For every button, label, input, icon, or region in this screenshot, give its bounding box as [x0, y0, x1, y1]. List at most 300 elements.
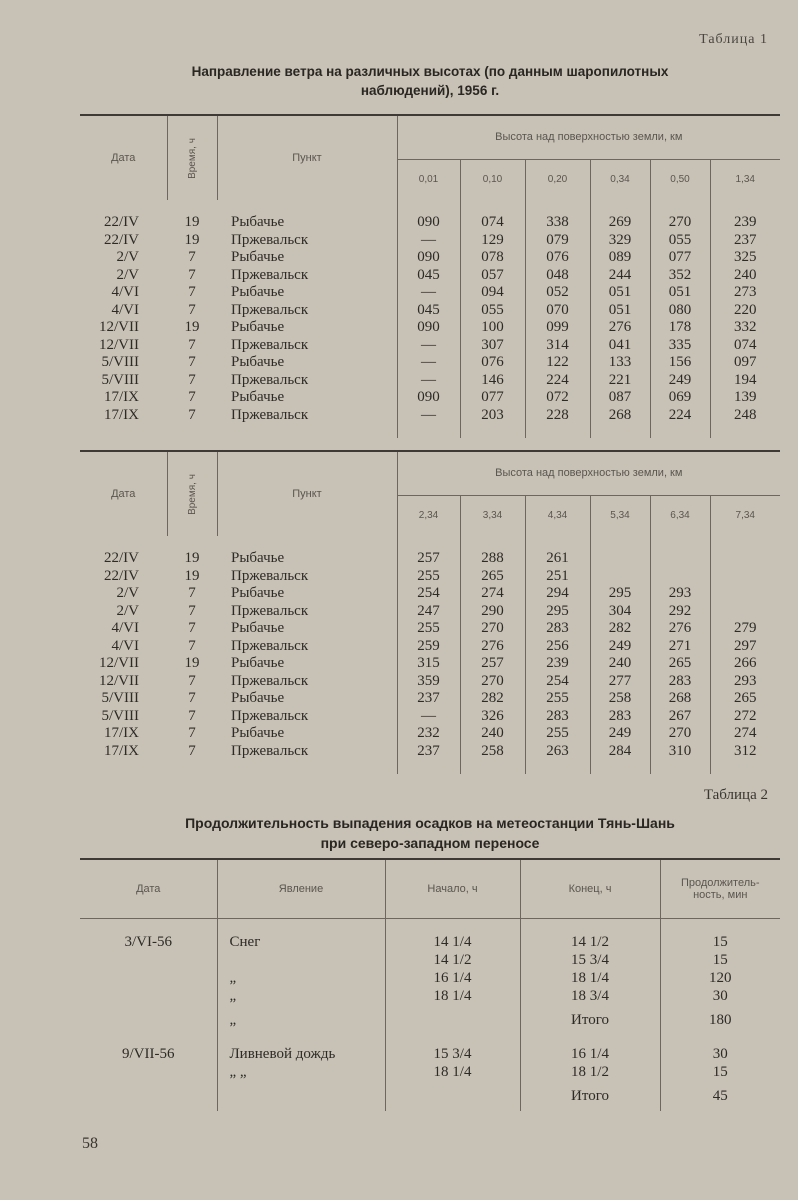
value-cell: 283 [525, 708, 590, 726]
value-cell: 259 [397, 638, 460, 656]
spacer-cell [460, 424, 525, 438]
table-row [80, 725, 780, 743]
spacer-cell [397, 200, 460, 214]
event-cell: Снег [217, 933, 385, 951]
table1-part1 [80, 114, 780, 438]
duration-cell: 180 [660, 1005, 780, 1035]
value-cell: 048 [525, 267, 590, 285]
value-cell: 237 [397, 743, 460, 761]
value-cell: 057 [460, 267, 525, 285]
value-cell: 310 [650, 743, 710, 761]
value-cell: 055 [650, 232, 710, 250]
height-cell: 4,34 [525, 495, 590, 536]
t2-col-event-header: Явление [217, 859, 385, 919]
value-cell: 240 [710, 267, 780, 285]
place-cell: Пржевальск [231, 336, 309, 353]
place-cell: Рыбачье [231, 725, 285, 741]
value-cell: 072 [525, 389, 590, 407]
date-cell: 22/IV [104, 214, 139, 230]
value-cell: 294 [525, 585, 590, 603]
table1-part2-body [80, 536, 780, 774]
event-cell: „ [217, 969, 385, 987]
value-cell: 239 [710, 214, 780, 232]
time-cell: 7 [188, 336, 196, 353]
table-row [80, 267, 780, 285]
table-row [80, 319, 780, 337]
spacer-cell [710, 536, 780, 550]
value-cell: 326 [460, 708, 525, 726]
spacer-cell [710, 200, 780, 214]
event-cell: „ [217, 987, 385, 1005]
value-cell: 265 [650, 655, 710, 673]
height-cell: 3,34 [460, 495, 525, 536]
height-cell: 7,34 [710, 495, 780, 536]
table-row [80, 1005, 780, 1035]
table-row [80, 354, 780, 372]
time-cell: 7 [188, 690, 196, 706]
value-cell: 099 [525, 319, 590, 337]
value-cell: 270 [460, 673, 525, 691]
date-cell: 12/VII [99, 672, 139, 689]
table-row [80, 568, 780, 586]
duration-cell: 45 [660, 1081, 780, 1111]
spacer-cell [710, 760, 780, 774]
time-cell: 7 [188, 266, 196, 283]
value-cell: 239 [525, 655, 590, 673]
time-cell: 7 [188, 284, 196, 300]
value-cell: 228 [525, 407, 590, 425]
col-time-label: Время, ч [186, 474, 198, 515]
place-cell: Пржевальск [231, 301, 309, 318]
value-cell: 283 [590, 708, 650, 726]
end-cell: 14 1/2 [520, 933, 660, 951]
value-cell [590, 550, 650, 568]
value-cell: — [397, 232, 460, 250]
value-cell: 304 [590, 603, 650, 621]
value-cell: 272 [710, 708, 780, 726]
date-cell: 4/VI [111, 301, 139, 318]
value-cell: 051 [590, 284, 650, 302]
value-cell: 139 [710, 389, 780, 407]
value-cell: 267 [650, 708, 710, 726]
spacer-cell [650, 200, 710, 214]
time-cell: 7 [188, 672, 196, 689]
start-cell: 16 1/4 [385, 969, 520, 987]
end-cell: Итого [520, 1005, 660, 1035]
table-row [80, 690, 780, 708]
value-cell: 288 [460, 550, 525, 568]
value-cell: 069 [650, 389, 710, 407]
t2-col-start-header: Начало, ч [385, 859, 520, 919]
place-cell: Пржевальск [231, 672, 309, 689]
date-cell [80, 1005, 217, 1035]
table1-label: Таблица 1 [699, 32, 768, 47]
spacer-cell [520, 919, 660, 934]
time-cell: 19 [184, 319, 200, 335]
time-cell: 7 [188, 620, 196, 636]
table-row [80, 708, 780, 726]
value-cell: 258 [460, 743, 525, 761]
time-cell: 7 [188, 354, 196, 370]
value-cell: 178 [650, 319, 710, 337]
value-cell: 100 [460, 319, 525, 337]
value-cell: — [397, 708, 460, 726]
value-cell: 283 [650, 673, 710, 691]
value-cell: 265 [460, 568, 525, 586]
value-cell: 079 [525, 232, 590, 250]
spacer-row [80, 200, 780, 214]
time-cell: 7 [188, 301, 196, 318]
table-row [80, 1035, 780, 1063]
value-cell: 087 [590, 389, 650, 407]
date-cell: 5/VIII [101, 371, 139, 388]
table1-title-line1: Направление ветра на различных высотах (по данным шаропилотных [191, 64, 669, 79]
value-cell: 268 [650, 690, 710, 708]
value-cell: 224 [650, 407, 710, 425]
duration-cell: 30 [660, 987, 780, 1005]
value-cell: 249 [590, 725, 650, 743]
date-cell: 2/V [116, 602, 139, 619]
value-cell: 314 [525, 337, 590, 355]
spacer-cell [460, 536, 525, 550]
table-row [80, 284, 780, 302]
date-cell: 4/VI [111, 637, 139, 654]
date-cell [80, 951, 217, 969]
value-cell: 254 [397, 585, 460, 603]
value-cell: — [397, 337, 460, 355]
value-cell: 220 [710, 302, 780, 320]
spacer-cell [80, 760, 397, 774]
duration-cell: 15 [660, 1063, 780, 1081]
value-cell: 249 [590, 638, 650, 656]
value-cell: 248 [710, 407, 780, 425]
value-cell: 283 [525, 620, 590, 638]
value-cell: 269 [590, 214, 650, 232]
date-cell: 2/V [116, 585, 139, 601]
place-cell: Пржевальск [231, 707, 309, 724]
value-cell: — [397, 407, 460, 425]
value-cell: 089 [590, 249, 650, 267]
spacer-cell [650, 760, 710, 774]
value-cell: 295 [590, 585, 650, 603]
value-cell: 249 [650, 372, 710, 390]
time-cell: 7 [188, 249, 196, 265]
value-cell: 194 [710, 372, 780, 390]
value-cell: 307 [460, 337, 525, 355]
time-cell: 7 [188, 585, 196, 601]
date-cell: 5/VIII [101, 690, 139, 706]
value-cell: 074 [710, 337, 780, 355]
place-cell: Пржевальск [231, 602, 309, 619]
time-cell: 19 [184, 214, 200, 230]
spacer-row [80, 760, 780, 774]
value-cell: 097 [710, 354, 780, 372]
place-cell: Рыбачье [231, 354, 285, 370]
value-cell: 282 [590, 620, 650, 638]
value-cell: 277 [590, 673, 650, 691]
spacer-cell [590, 536, 650, 550]
value-cell: 232 [397, 725, 460, 743]
value-cell: 240 [460, 725, 525, 743]
spacer-cell [80, 424, 397, 438]
table2-body [80, 919, 780, 1112]
col-height-header: Высота над поверхностью земли, км [397, 451, 780, 495]
value-cell: 240 [590, 655, 650, 673]
date-cell: 4/VI [111, 284, 139, 300]
place-cell: Рыбачье [231, 655, 285, 671]
value-cell: 255 [397, 620, 460, 638]
end-cell: 15 3/4 [520, 951, 660, 969]
table-row [80, 1081, 780, 1111]
place-cell: Рыбачье [231, 284, 285, 300]
table-row [80, 302, 780, 320]
value-cell: 237 [397, 690, 460, 708]
value-cell: 335 [650, 337, 710, 355]
spacer-cell [660, 919, 780, 934]
table1-part1-body [80, 200, 780, 438]
value-cell: 261 [525, 550, 590, 568]
date-cell: 2/V [116, 266, 139, 283]
date-cell [80, 969, 217, 987]
spacer-cell [80, 536, 397, 550]
value-cell: 255 [525, 725, 590, 743]
duration-cell: 15 [660, 933, 780, 951]
value-cell: 273 [710, 284, 780, 302]
value-cell: 274 [710, 725, 780, 743]
value-cell [650, 550, 710, 568]
value-cell: 312 [710, 743, 780, 761]
col-place-header: Пункт [217, 115, 397, 200]
height-cell: 0,34 [590, 159, 650, 200]
value-cell: 247 [397, 603, 460, 621]
start-cell: 14 1/2 [385, 951, 520, 969]
date-cell: 22/IV [104, 567, 139, 584]
col-time-header [167, 451, 217, 536]
value-cell: 077 [460, 389, 525, 407]
value-cell: 052 [525, 284, 590, 302]
date-cell: 22/IV [104, 550, 139, 566]
value-cell: 332 [710, 319, 780, 337]
date-cell: 12/VII [99, 319, 139, 335]
table-row [80, 214, 780, 232]
date-cell: 2/V [116, 249, 139, 265]
col-date-header: Дата [111, 152, 136, 164]
spacer-cell [385, 919, 520, 934]
value-cell: 055 [460, 302, 525, 320]
value-cell: 293 [710, 673, 780, 691]
value-cell: 146 [460, 372, 525, 390]
value-cell: 090 [397, 214, 460, 232]
table-row [80, 673, 780, 691]
date-cell: 5/VIII [101, 354, 139, 370]
value-cell: 224 [525, 372, 590, 390]
time-cell: 7 [188, 707, 196, 724]
table-row [80, 249, 780, 267]
value-cell: 203 [460, 407, 525, 425]
table-row [80, 743, 780, 761]
value-cell: — [397, 372, 460, 390]
value-cell [710, 550, 780, 568]
date-cell: 5/VIII [101, 707, 139, 724]
value-cell: 290 [460, 603, 525, 621]
place-cell: Пржевальск [231, 231, 309, 248]
end-cell: Итого [520, 1081, 660, 1111]
end-cell: 18 3/4 [520, 987, 660, 1005]
value-cell: 263 [525, 743, 590, 761]
value-cell: 315 [397, 655, 460, 673]
table-row [80, 951, 780, 969]
date-cell: 17/IX [104, 406, 139, 423]
place-cell: Пржевальск [231, 371, 309, 388]
value-cell: 329 [590, 232, 650, 250]
place-cell: Пржевальск [231, 567, 309, 584]
place-cell: Пржевальск [231, 266, 309, 283]
duration-cell: 30 [660, 1035, 780, 1063]
spacer-row [80, 424, 780, 438]
value-cell: 282 [460, 690, 525, 708]
table-row [80, 1063, 780, 1081]
table1-part2 [80, 450, 780, 774]
value-cell: 325 [710, 249, 780, 267]
value-cell: 352 [650, 267, 710, 285]
spacer-cell [525, 200, 590, 214]
value-cell [590, 568, 650, 586]
value-cell: 122 [525, 354, 590, 372]
place-cell: Рыбачье [231, 319, 285, 335]
start-cell [385, 1081, 520, 1111]
table2 [80, 858, 780, 1111]
table-row [80, 655, 780, 673]
time-cell: 7 [188, 742, 196, 759]
time-cell: 7 [188, 371, 196, 388]
value-cell: 274 [460, 585, 525, 603]
value-cell: 041 [590, 337, 650, 355]
spacer-cell [590, 424, 650, 438]
spacer-cell [590, 200, 650, 214]
spacer-row [80, 536, 780, 550]
value-cell: 080 [650, 302, 710, 320]
start-cell: 14 1/4 [385, 933, 520, 951]
col-date-header: Дата [111, 488, 136, 500]
height-cell: 0,50 [650, 159, 710, 200]
place-cell: Пржевальск [231, 637, 309, 654]
place-cell: Рыбачье [231, 620, 285, 636]
value-cell: 270 [650, 725, 710, 743]
spacer-cell [460, 200, 525, 214]
spacer-cell [525, 424, 590, 438]
value-cell: 156 [650, 354, 710, 372]
time-cell: 7 [188, 637, 196, 654]
value-cell: 051 [650, 284, 710, 302]
value-cell: 076 [460, 354, 525, 372]
col-place-header: Пункт [217, 451, 397, 536]
table1-title-line2: наблюдений), 1956 г. [360, 83, 500, 98]
table2-title [80, 813, 780, 853]
time-cell: 19 [184, 550, 200, 566]
value-cell: 045 [397, 302, 460, 320]
value-cell: 270 [460, 620, 525, 638]
value-cell: 244 [590, 267, 650, 285]
t2-col-duration-line2: ность, мин [693, 889, 748, 901]
end-cell: 16 1/4 [520, 1035, 660, 1063]
value-cell: 258 [590, 690, 650, 708]
value-cell: 129 [460, 232, 525, 250]
date-cell: 12/VII [99, 655, 139, 671]
event-cell: „ „ [217, 1063, 385, 1081]
start-cell: 18 1/4 [385, 1063, 520, 1081]
place-cell: Рыбачье [231, 585, 285, 601]
value-cell: 051 [590, 302, 650, 320]
value-cell: 359 [397, 673, 460, 691]
place-cell: Рыбачье [231, 214, 285, 230]
date-cell: 17/IX [104, 389, 139, 405]
spacer-cell [397, 536, 460, 550]
end-cell: 18 1/2 [520, 1063, 660, 1081]
col-height-header: Высота над поверхностью земли, км [397, 115, 780, 159]
table-row [80, 620, 780, 638]
place-cell: Рыбачье [231, 550, 285, 566]
table-row [80, 638, 780, 656]
t2-col-duration-line1: Продолжитель- [680, 877, 760, 889]
table-row [80, 407, 780, 425]
value-cell: 256 [525, 638, 590, 656]
value-cell: — [397, 354, 460, 372]
value-cell: 257 [460, 655, 525, 673]
value-cell: 271 [650, 638, 710, 656]
value-cell: 284 [590, 743, 650, 761]
spacer-cell [80, 919, 217, 934]
time-cell: 19 [184, 567, 200, 584]
value-cell [710, 585, 780, 603]
event-cell: „ [217, 1005, 385, 1035]
table-row [80, 969, 780, 987]
spacer-cell [525, 760, 590, 774]
value-cell: 293 [650, 585, 710, 603]
table2-title-line1: Продолжительность выпадения осадков на метеостанции Тянь-Шань [185, 815, 675, 831]
spacer-cell [460, 760, 525, 774]
place-cell: Рыбачье [231, 249, 285, 265]
value-cell [710, 603, 780, 621]
spacer-cell [590, 760, 650, 774]
height-cell: 5,34 [590, 495, 650, 536]
value-cell: 297 [710, 638, 780, 656]
value-cell: 133 [590, 354, 650, 372]
date-cell [80, 1081, 217, 1111]
table-row [80, 603, 780, 621]
table-row [80, 987, 780, 1005]
value-cell [710, 568, 780, 586]
start-cell: 15 3/4 [385, 1035, 520, 1063]
date-cell: 9/VII-56 [122, 1046, 175, 1062]
spacer-cell [397, 424, 460, 438]
event-cell: Ливневой дождь [217, 1035, 385, 1063]
date-cell: 3/VI-56 [124, 934, 172, 950]
value-cell: 255 [525, 690, 590, 708]
value-cell: 251 [525, 568, 590, 586]
date-cell: 22/IV [104, 231, 139, 248]
table-row [80, 933, 780, 951]
table-row [80, 389, 780, 407]
time-cell: 7 [188, 389, 196, 405]
table2-label: Таблица 2 [703, 787, 768, 803]
place-cell: Рыбачье [231, 690, 285, 706]
spacer-cell [80, 200, 397, 214]
table1-title [80, 62, 780, 100]
start-cell: 18 1/4 [385, 987, 520, 1005]
spacer-cell [397, 760, 460, 774]
value-cell: 077 [650, 249, 710, 267]
time-cell: 7 [188, 725, 196, 741]
